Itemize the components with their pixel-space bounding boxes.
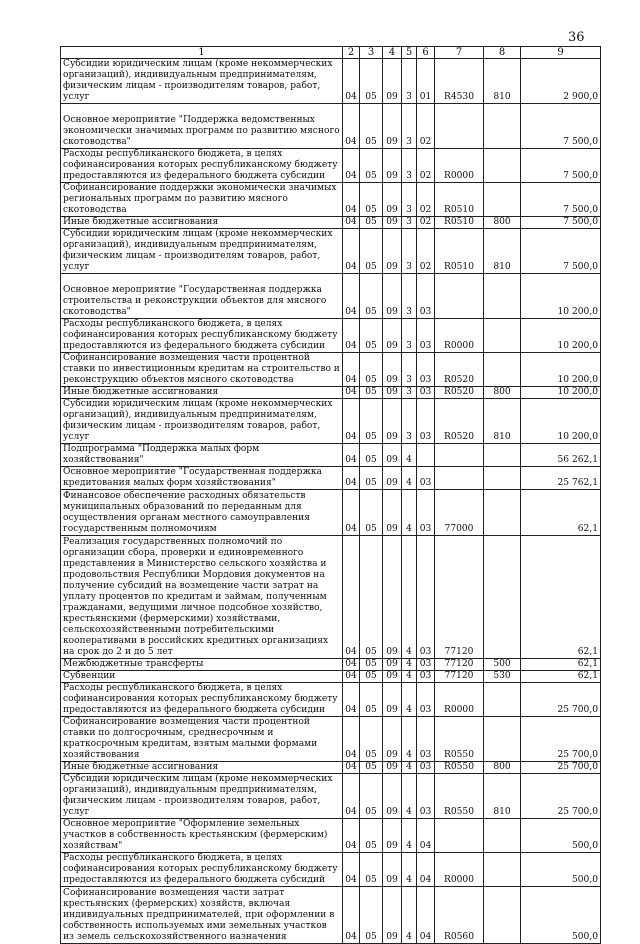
code-cell: 05 [360, 762, 383, 774]
code-cell: 02 [417, 229, 435, 274]
code-cell: 09 [383, 59, 402, 104]
code-cell: 03 [417, 717, 435, 762]
row-name: Основное мероприятие "Поддержка ведомственных экономически значимых программ по развитию мясного скотоводства" [61, 104, 343, 149]
code-cell: 09 [383, 229, 402, 274]
code-cell: 05 [360, 671, 383, 683]
code-cell: 4 [402, 683, 417, 717]
code-cell: 4 [402, 819, 417, 853]
code-cell: 05 [360, 399, 383, 444]
code-cell: 09 [383, 104, 402, 149]
code-cell [484, 683, 521, 717]
column-header: 6 [417, 47, 435, 59]
row-name: Субвенции [61, 671, 343, 683]
code-cell: 09 [383, 149, 402, 183]
code-cell: 04 [343, 353, 360, 387]
row-name: Межбюджетные трансферты [61, 659, 343, 671]
row-name: Финансовое обеспечение расходных обязательств муниципальных образований по переданным для осуществления органам местного самоуправления государственным полномочиям [61, 490, 343, 536]
code-cell: 03 [417, 762, 435, 774]
table-row [61, 399, 601, 444]
amount-cell: 62,1 [521, 536, 601, 659]
code-cell: R0000 [435, 683, 484, 717]
code-cell: 04 [343, 490, 360, 536]
row-name: Иные бюджетные ассигнования [61, 762, 343, 774]
code-cell: 3 [402, 59, 417, 104]
code-cell: 04 [343, 183, 360, 217]
amount-cell: 62,1 [521, 659, 601, 671]
code-cell: 05 [360, 683, 383, 717]
code-cell [484, 887, 521, 944]
code-cell: 09 [383, 659, 402, 671]
code-cell: 04 [343, 444, 360, 467]
code-cell [484, 444, 521, 467]
amount-cell: 7 500,0 [521, 149, 601, 183]
code-cell: 810 [484, 774, 521, 819]
code-cell: 4 [402, 774, 417, 819]
row-name: Субсидии юридическим лицам (кроме некоммерческих организаций), индивидуальным предпринимателям, физическим лицам - производителям товаров, работ, услуг [61, 399, 343, 444]
code-cell [484, 274, 521, 319]
code-cell: 05 [360, 104, 383, 149]
amount-cell: 7 500,0 [521, 104, 601, 149]
code-cell [484, 467, 521, 490]
code-cell: 03 [417, 683, 435, 717]
column-header: 5 [402, 47, 417, 59]
amount-cell: 25 700,0 [521, 762, 601, 774]
code-cell: 800 [484, 217, 521, 229]
code-cell: 03 [417, 274, 435, 319]
code-cell: 4 [402, 536, 417, 659]
code-cell: 3 [402, 319, 417, 353]
code-cell [484, 319, 521, 353]
table-row [61, 353, 601, 387]
code-cell: 4 [402, 671, 417, 683]
code-cell [484, 536, 521, 659]
row-name: Софинансирование возмещения части затрат крестьянских (фермерских) хозяйств, включая индивидуальных предпринимателей, при оформлении в собственность используемых ими земельных участков из земель сельскохозяйственного назначения [61, 887, 343, 944]
code-cell: 810 [484, 59, 521, 104]
code-cell: R0510 [435, 217, 484, 229]
code-cell: 03 [417, 774, 435, 819]
code-cell: 09 [383, 887, 402, 944]
code-cell [435, 819, 484, 853]
row-name: Субсидии юридическим лицам (кроме некоммерческих организаций), индивидуальным предпринимателям, физическим лицам - производителям товаров, работ, услуг [61, 774, 343, 819]
code-cell: 04 [343, 274, 360, 319]
table-row [61, 217, 601, 229]
code-cell: 04 [343, 59, 360, 104]
amount-cell: 10 200,0 [521, 319, 601, 353]
table-row [61, 853, 601, 887]
code-cell: 05 [360, 717, 383, 762]
amount-cell: 7 500,0 [521, 183, 601, 217]
code-cell: 3 [402, 104, 417, 149]
row-name: Основное мероприятие "Государственная поддержка кредитования малых форм хозяйствования" [61, 467, 343, 490]
row-name: Подпрограмма "Поддержка малых форм хозяйствования" [61, 444, 343, 467]
code-cell: 4 [402, 762, 417, 774]
amount-cell: 10 200,0 [521, 399, 601, 444]
amount-cell: 500,0 [521, 819, 601, 853]
code-cell: 04 [417, 819, 435, 853]
amount-cell: 25 700,0 [521, 717, 601, 762]
table-row [61, 59, 601, 104]
table-row [61, 762, 601, 774]
amount-cell: 500,0 [521, 853, 601, 887]
code-cell: 3 [402, 387, 417, 399]
code-cell: 05 [360, 183, 383, 217]
code-cell: 09 [383, 319, 402, 353]
code-cell: 05 [360, 353, 383, 387]
table-header-row [61, 47, 601, 59]
code-cell: 04 [343, 387, 360, 399]
table-row [61, 229, 601, 274]
code-cell: 09 [383, 536, 402, 659]
code-cell: 09 [383, 467, 402, 490]
table-row [61, 887, 601, 944]
code-cell: R0550 [435, 762, 484, 774]
code-cell: 3 [402, 229, 417, 274]
code-cell: 09 [383, 819, 402, 853]
code-cell [484, 104, 521, 149]
code-cell: 09 [383, 490, 402, 536]
code-cell: 02 [417, 149, 435, 183]
code-cell: 04 [343, 149, 360, 183]
page-number: 36 [568, 30, 585, 45]
code-cell: R0000 [435, 853, 484, 887]
code-cell [435, 467, 484, 490]
column-header: 2 [343, 47, 360, 59]
column-header: 9 [521, 47, 601, 59]
code-cell: 05 [360, 274, 383, 319]
table-row [61, 149, 601, 183]
code-cell: 04 [343, 319, 360, 353]
code-cell: 09 [383, 399, 402, 444]
column-header: 7 [435, 47, 484, 59]
code-cell: 05 [360, 444, 383, 467]
amount-cell: 10 200,0 [521, 274, 601, 319]
code-cell: 04 [343, 717, 360, 762]
code-cell: 09 [383, 683, 402, 717]
code-cell: 05 [360, 319, 383, 353]
code-cell: 810 [484, 229, 521, 274]
amount-cell: 10 200,0 [521, 353, 601, 387]
code-cell [484, 490, 521, 536]
code-cell: 05 [360, 819, 383, 853]
code-cell: 4 [402, 467, 417, 490]
code-cell: R0000 [435, 319, 484, 353]
code-cell [435, 104, 484, 149]
code-cell: 09 [383, 853, 402, 887]
code-cell: 03 [417, 353, 435, 387]
code-cell: 04 [343, 774, 360, 819]
code-cell: R0520 [435, 399, 484, 444]
code-cell: 03 [417, 467, 435, 490]
amount-cell: 62,1 [521, 490, 601, 536]
code-cell: 05 [360, 853, 383, 887]
table-row [61, 104, 601, 149]
code-cell: 09 [383, 217, 402, 229]
code-cell: 09 [383, 717, 402, 762]
code-cell: 09 [383, 671, 402, 683]
row-name: Софинансирование возмещения части процентной ставки по инвестиционным кредитам на строительство и реконструкцию объектов мясного скотоводства [61, 353, 343, 387]
code-cell: R0520 [435, 387, 484, 399]
column-header: 8 [484, 47, 521, 59]
code-cell: 05 [360, 217, 383, 229]
code-cell: 03 [417, 490, 435, 536]
code-cell: 4 [402, 659, 417, 671]
code-cell: 3 [402, 217, 417, 229]
code-cell: 04 [417, 887, 435, 944]
code-cell: 05 [360, 887, 383, 944]
code-cell: 05 [360, 467, 383, 490]
table-row [61, 319, 601, 353]
row-name: Субсидии юридическим лицам (кроме некоммерческих организаций), индивидуальным предпринимателям, физическим лицам - производителям товаров, работ, услуг [61, 59, 343, 104]
code-cell: 02 [417, 217, 435, 229]
code-cell: 04 [343, 104, 360, 149]
code-cell [484, 853, 521, 887]
amount-cell: 56 262,1 [521, 444, 601, 467]
code-cell: 04 [343, 659, 360, 671]
code-cell: 05 [360, 387, 383, 399]
code-cell: 3 [402, 274, 417, 319]
code-cell: R0520 [435, 353, 484, 387]
amount-cell: 500,0 [521, 887, 601, 944]
code-cell: 500 [484, 659, 521, 671]
code-cell: 04 [343, 762, 360, 774]
row-name: Расходы республиканского бюджета, в целях софинансирования которых республиканскому бюджету предоставляются из федерального бюджета субсидии [61, 149, 343, 183]
code-cell: 05 [360, 659, 383, 671]
code-cell: 09 [383, 274, 402, 319]
row-name: Основное мероприятие "Государственная поддержка строительства и реконструкции объектов для мясного скотоводства" [61, 274, 343, 319]
column-header: 3 [360, 47, 383, 59]
code-cell: 4 [402, 717, 417, 762]
code-cell: 3 [402, 399, 417, 444]
budget-table [60, 46, 601, 944]
code-cell: 4 [402, 887, 417, 944]
code-cell: 4 [402, 444, 417, 467]
code-cell [484, 819, 521, 853]
amount-cell: 2 900,0 [521, 59, 601, 104]
code-cell: R0510 [435, 183, 484, 217]
code-cell: R0510 [435, 229, 484, 274]
code-cell: 77120 [435, 659, 484, 671]
code-cell: 05 [360, 229, 383, 274]
table-row [61, 717, 601, 762]
code-cell: 04 [343, 229, 360, 274]
code-cell [484, 353, 521, 387]
code-cell: 09 [383, 183, 402, 217]
code-cell: 02 [417, 183, 435, 217]
row-name: Основное мероприятие "Оформление земельных участков в собственность крестьянским (фермерским) хозяйствам" [61, 819, 343, 853]
table-row [61, 467, 601, 490]
table-row [61, 274, 601, 319]
code-cell: 04 [343, 887, 360, 944]
code-cell [484, 717, 521, 762]
row-name: Реализация государственных полномочий по организации сбора, проверки и единовременного представления в Министерство сельского хозяйства и продовольствия Республики Мордовия документов на получение субсидий на возмещение части затрат на уплату процентов по кредитам и займам, полученным гражданами, ведущими личное подсобное хозяйство, крестьянскими (фермерскими) хозяйствами, сельскохозяйственными потребительскими кооперативами в российских кредитных организациях на срок до 2 и до 5 лет [61, 536, 343, 659]
code-cell: 05 [360, 59, 383, 104]
amount-cell: 25 700,0 [521, 683, 601, 717]
code-cell [484, 183, 521, 217]
code-cell [417, 444, 435, 467]
code-cell: 09 [383, 353, 402, 387]
code-cell: 800 [484, 762, 521, 774]
code-cell: 04 [343, 217, 360, 229]
code-cell [435, 274, 484, 319]
row-name: Расходы республиканского бюджета, в целях софинансирования которых республиканскому бюджету предоставляются из федерального бюджета субсидии [61, 683, 343, 717]
row-name: Расходы республиканского бюджета, в целях софинансирования которых республиканскому бюджету предоставляются из федерального бюджета субсидии [61, 319, 343, 353]
code-cell: 03 [417, 671, 435, 683]
code-cell: 810 [484, 399, 521, 444]
code-cell [484, 149, 521, 183]
code-cell: 04 [343, 536, 360, 659]
table-row [61, 671, 601, 683]
code-cell: 03 [417, 536, 435, 659]
code-cell: 77120 [435, 671, 484, 683]
code-cell: 09 [383, 762, 402, 774]
code-cell: 77120 [435, 536, 484, 659]
code-cell: 4 [402, 490, 417, 536]
column-header: 4 [383, 47, 402, 59]
code-cell: 04 [343, 683, 360, 717]
amount-cell: 62,1 [521, 671, 601, 683]
code-cell: 530 [484, 671, 521, 683]
code-cell: 09 [383, 444, 402, 467]
code-cell: 04 [417, 853, 435, 887]
code-cell: R0560 [435, 887, 484, 944]
row-name: Расходы республиканского бюджета, в целях софинансирования которых республиканскому бюджету предоставляются из федерального бюджета субсидий [61, 853, 343, 887]
code-cell: 3 [402, 149, 417, 183]
code-cell: 01 [417, 59, 435, 104]
table-row [61, 490, 601, 536]
code-cell: 04 [343, 467, 360, 490]
table-row [61, 387, 601, 399]
code-cell: 02 [417, 104, 435, 149]
code-cell: 05 [360, 490, 383, 536]
code-cell: 03 [417, 319, 435, 353]
code-cell: 09 [383, 387, 402, 399]
table-row [61, 183, 601, 217]
code-cell: R0550 [435, 774, 484, 819]
row-name: Софинансирование возмещения части процентной ставки по долгосрочным, среднесрочным и краткосрочным кредитам, взятым малыми формами хозяйствования [61, 717, 343, 762]
column-header: 1 [61, 47, 343, 59]
code-cell: 04 [343, 819, 360, 853]
row-name: Субсидии юридическим лицам (кроме некоммерческих организаций), индивидуальным предпринимателям, физическим лицам - производителям товаров, работ, услуг [61, 229, 343, 274]
code-cell: 09 [383, 774, 402, 819]
code-cell: 03 [417, 387, 435, 399]
code-cell: 05 [360, 536, 383, 659]
code-cell: 03 [417, 659, 435, 671]
code-cell: 04 [343, 853, 360, 887]
table-row [61, 819, 601, 853]
amount-cell: 10 200,0 [521, 387, 601, 399]
code-cell: 05 [360, 774, 383, 819]
table-row [61, 683, 601, 717]
row-name: Иные бюджетные ассигнования [61, 387, 343, 399]
code-cell: R4530 [435, 59, 484, 104]
code-cell: 4 [402, 853, 417, 887]
code-cell: 77000 [435, 490, 484, 536]
amount-cell: 7 500,0 [521, 217, 601, 229]
code-cell: 3 [402, 183, 417, 217]
amount-cell: 25 762,1 [521, 467, 601, 490]
code-cell: 03 [417, 399, 435, 444]
row-name: Иные бюджетные ассигнования [61, 217, 343, 229]
table-row [61, 774, 601, 819]
amount-cell: 7 500,0 [521, 229, 601, 274]
table-row [61, 659, 601, 671]
code-cell: 3 [402, 353, 417, 387]
table-row [61, 536, 601, 659]
code-cell: 04 [343, 399, 360, 444]
code-cell: R0550 [435, 717, 484, 762]
code-cell [435, 444, 484, 467]
code-cell: 05 [360, 149, 383, 183]
row-name: Софинансирование поддержки экономически значимых региональных программ по развитию мясного скотоводства [61, 183, 343, 217]
amount-cell: 25 700,0 [521, 774, 601, 819]
code-cell: 800 [484, 387, 521, 399]
table-row [61, 444, 601, 467]
code-cell: R0000 [435, 149, 484, 183]
code-cell: 04 [343, 671, 360, 683]
